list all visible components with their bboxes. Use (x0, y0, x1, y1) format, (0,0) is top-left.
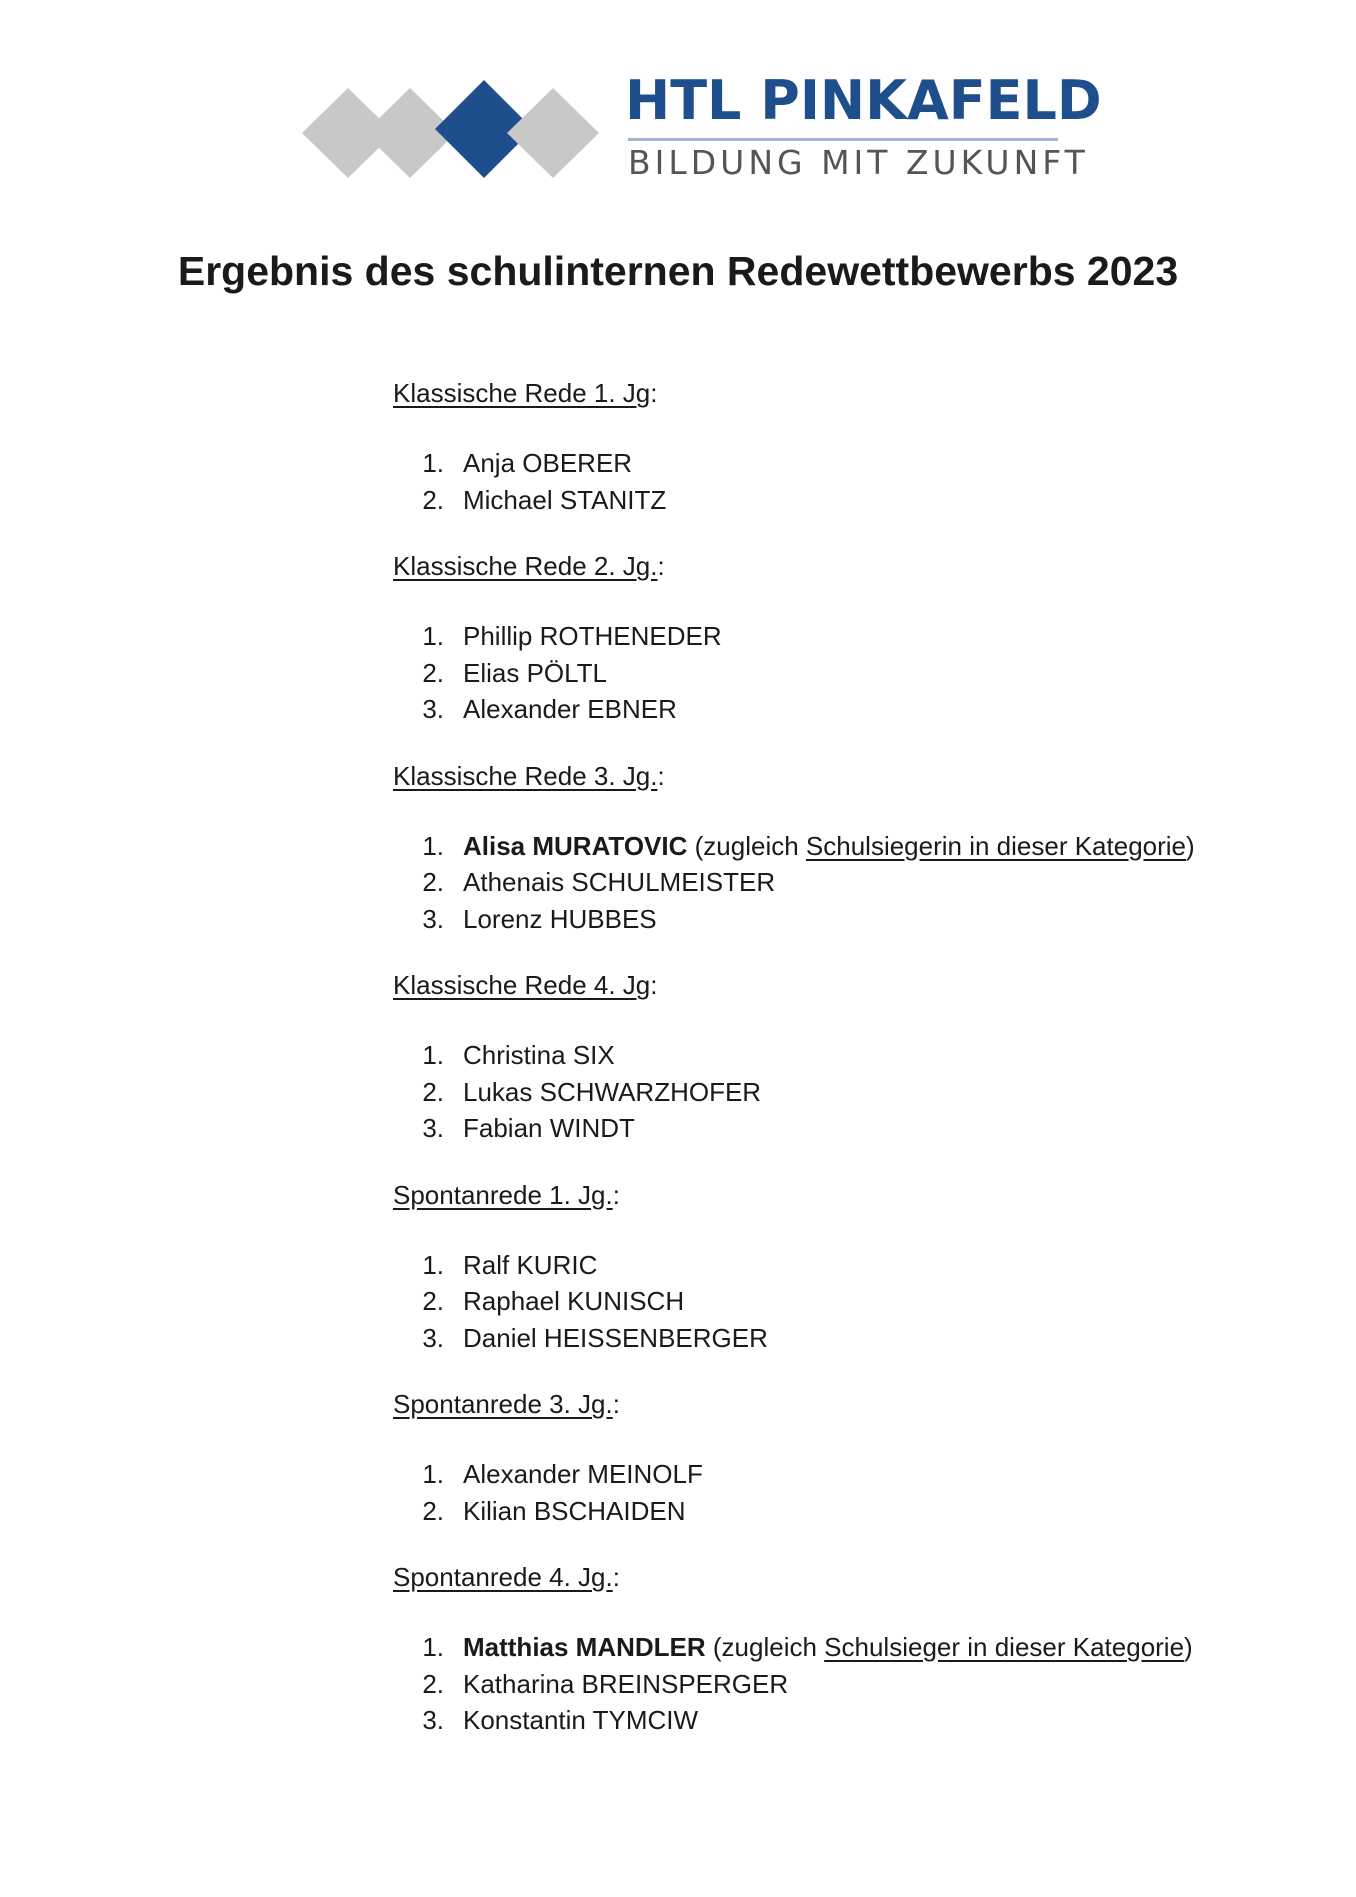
section-heading (393, 548, 1293, 584)
result-section (393, 1559, 1293, 1739)
section-heading (393, 1386, 1293, 1422)
result-section (393, 375, 1293, 518)
list-item (393, 1702, 1293, 1739)
entry-text (463, 1283, 684, 1320)
participant-name: Alisa MURATOVIC (463, 830, 688, 861)
participant-name: Konstantin TYMCIW (463, 1705, 699, 1735)
result-section (393, 967, 1293, 1147)
logo-title: HTL PINKAFELD (625, 69, 1102, 132)
entry-text (463, 864, 775, 901)
rank-number: 2. (422, 484, 444, 515)
section-heading-colon: : (650, 970, 658, 1000)
rank-number: 2. (422, 1286, 444, 1316)
rank-number: 3. (422, 903, 444, 934)
list-item (393, 1037, 1293, 1074)
entry-text (463, 1320, 768, 1357)
section-heading-label: Spontanrede 3. Jg. (393, 1389, 613, 1419)
rank-number: 1. (422, 830, 444, 861)
logo-subtitle: BILDUNG MIT ZUKUNFT (628, 143, 1089, 182)
results-list (393, 375, 1293, 1769)
rank-number: 1. (422, 1459, 444, 1489)
list-item (393, 1493, 1293, 1530)
school-logo-diamonds-icon (300, 78, 600, 188)
section-heading (393, 375, 1293, 411)
list-item (393, 901, 1293, 938)
list-item (393, 618, 1293, 655)
list-item (393, 1666, 1293, 1703)
participant-name: Kilian BSCHAIDEN (463, 1495, 686, 1526)
entry-text (463, 445, 632, 482)
participant-name: Alexander EBNER (463, 694, 677, 724)
list-item (393, 828, 1293, 865)
rank-number: 3. (422, 1705, 444, 1735)
entry-text (463, 1110, 635, 1147)
entry-text (463, 1456, 703, 1493)
entry-text (463, 1247, 597, 1284)
section-heading-colon: : (657, 551, 665, 581)
entry-text (463, 655, 607, 692)
list-item (393, 445, 1293, 482)
participant-name: Daniel HEISSENBERGER (463, 1322, 768, 1353)
participant-name: Lukas SCHWARZHOFER (463, 1076, 762, 1107)
rank-number: 2. (422, 657, 444, 688)
section-heading (393, 1177, 1293, 1213)
result-section (393, 1386, 1293, 1529)
section-heading-label: Klassische Rede 4. Jg (393, 970, 651, 1000)
participant-name: Christina SIX (463, 1040, 615, 1070)
entry-text (463, 482, 666, 519)
section-heading-colon: : (650, 378, 658, 408)
section-heading-label: Spontanrede 1. Jg. (393, 1179, 613, 1210)
list-item (393, 482, 1293, 519)
participant-name: Lorenz HUBBES (463, 903, 657, 934)
participant-name: Raphael KUNISCH (463, 1286, 685, 1316)
rank-number: 2. (422, 1076, 444, 1107)
list-item (393, 864, 1293, 901)
section-heading-label: Klassische Rede 2. Jg. (393, 551, 658, 581)
entry-text (463, 1629, 1193, 1666)
section-heading-label: Klassische Rede 1. Jg (393, 378, 651, 408)
participant-name: Michael STANITZ (463, 484, 667, 515)
rank-number: 3. (422, 1322, 444, 1353)
list-item (393, 1629, 1293, 1666)
list-item (393, 1074, 1293, 1111)
school-logo (300, 69, 1102, 190)
rank-number: 2. (422, 1668, 444, 1699)
rank-number: 1. (422, 1040, 444, 1070)
section-heading-colon: : (612, 1179, 620, 1210)
list-item (393, 1320, 1293, 1357)
result-section (393, 1177, 1293, 1357)
participant-name: Phillip ROTHENEDER (463, 621, 722, 651)
rank-number: 3. (422, 694, 444, 724)
participant-name: Athenais SCHULMEISTER (463, 867, 776, 897)
entry-text (463, 1493, 686, 1530)
participant-name: Anja OBERER (463, 448, 633, 478)
note-suffix: ) (1184, 1632, 1193, 1662)
entry-text (463, 1666, 788, 1703)
school-winner-note: Schulsiegerin in dieser Kategorie (805, 830, 1187, 861)
rank-number: 3. (422, 1113, 444, 1143)
section-heading (393, 1559, 1293, 1595)
list-item (393, 1247, 1293, 1284)
result-section (393, 548, 1293, 728)
participant-name: Ralf KURIC (463, 1249, 598, 1280)
participant-name: Elias PÖLTL (463, 657, 608, 688)
rank-number: 1. (422, 1632, 444, 1662)
section-heading-colon: : (657, 760, 665, 791)
section-heading-label: Klassische Rede 3. Jg. (393, 760, 658, 791)
participant-name: Katharina BREINSPERGER (463, 1668, 789, 1699)
participant-name: Matthias MANDLER (463, 1632, 706, 1662)
section-heading-colon: : (612, 1389, 620, 1419)
entry-text (463, 618, 722, 655)
section-heading-colon: : (612, 1562, 620, 1592)
note-prefix: (zugleich (705, 1632, 825, 1662)
list-item (393, 1283, 1293, 1320)
rank-number: 1. (422, 1249, 444, 1280)
section-heading (393, 967, 1293, 1003)
entry-text (463, 1702, 698, 1739)
list-item (393, 691, 1293, 728)
school-winner-note: Schulsieger in dieser Kategorie (824, 1632, 1185, 1662)
rank-number: 2. (422, 1495, 444, 1526)
section-heading (393, 758, 1293, 794)
result-section (393, 758, 1293, 938)
logo-divider (628, 138, 1058, 141)
participant-name: Alexander MEINOLF (463, 1459, 703, 1489)
entry-text (463, 1074, 761, 1111)
section-heading-label: Spontanrede 4. Jg. (393, 1562, 613, 1592)
entry-text (463, 828, 1195, 865)
page-title: Ergebnis des schulinternen Redewettbewerbs 2023 (177, 248, 1179, 294)
list-item (393, 655, 1293, 692)
entry-text (463, 901, 657, 938)
participant-name: Fabian WINDT (463, 1113, 635, 1143)
note-suffix: ) (1186, 830, 1195, 861)
rank-number: 1. (422, 448, 444, 478)
entry-text (463, 1037, 615, 1074)
list-item (393, 1456, 1293, 1493)
entry-text (463, 691, 677, 728)
list-item (393, 1110, 1293, 1147)
rank-number: 2. (422, 867, 444, 897)
rank-number: 1. (422, 621, 444, 651)
note-prefix: (zugleich (687, 830, 806, 861)
